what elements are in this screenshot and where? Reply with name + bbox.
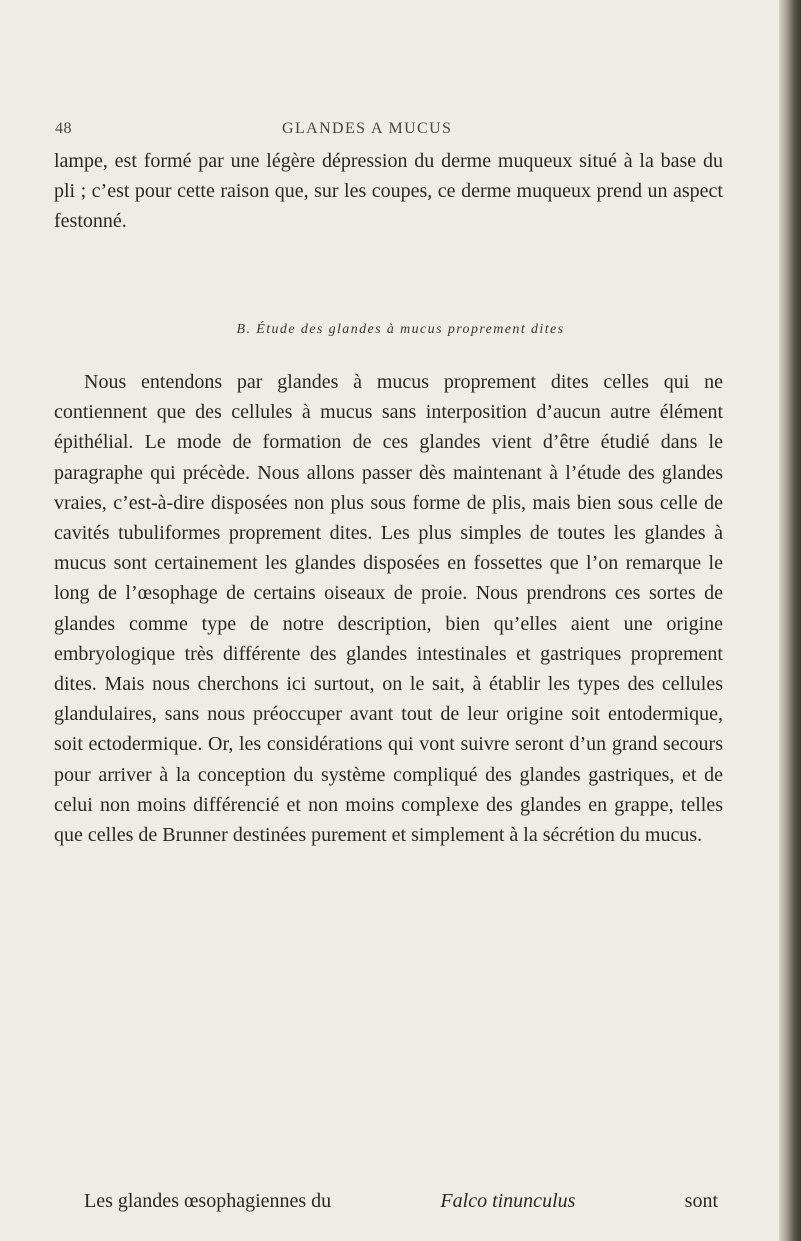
last-line-tail: sont	[684, 1190, 718, 1212]
page-number: 48	[55, 120, 72, 137]
page-edge-shadow	[779, 0, 801, 1241]
intro-paragraph: lampe, est formé par une légère dépression du derme muqueux situé à la base du pli ; c’est pour cette raison que, sur les coupes, ce derme muqueux prend un aspect festonné.	[54, 150, 723, 233]
main-paragraph: Nous entendons par glandes à mucus proprement dites celles qui ne contiennent que des cellules à mucus sans interposition d’aucun autre élément épithélial. Le mode de formation de ces glandes vient d’être étudié dans le paragraphe qui précède. Nous allons passer dès maintenant à l’étude des glandes vraies, c’est-à-dire disposées non plus sous forme de plis, mais bien sous celle de cavités tubuliformes proprement dites. Les plus simples de toutes les glandes à mucus sont certainement les glandes disposées en fossettes que l’on remarque le long de l’œsophage de certains oiseaux de proie. Nous prendrons ces sortes de glandes comme type de notre description, bien qu’elles aient une origine embryologique très différente des glandes intestinales et gastriques proprement dites. Mais nous cherchons ici surtout, on le sait, à établir les types des cellules glandulaires, sans nous préoccuper avant tout de leur origine soit entodermique, soit ectodermique. Or, les considérations qui vont suivre seront d’un grand secours pour arriver à la conception du système compliqué des glandes gastriques, et de celui non moins différencié et non moins complexe des glandes en grappe, telles que celles de Brunner destinées purement et simplement à la sécrétion du mucus.	[54, 371, 723, 847]
species-name: Falco tinunculus	[440, 1190, 576, 1212]
last-line-lead: Les glandes œsophagiennes du	[84, 1190, 332, 1212]
running-title: GLANDES A MUCUS	[282, 120, 453, 137]
last-line	[84, 1186, 718, 1216]
section-heading: B. Étude des glandes à mucus proprement dites	[236, 322, 565, 337]
running-head	[55, 120, 615, 140]
